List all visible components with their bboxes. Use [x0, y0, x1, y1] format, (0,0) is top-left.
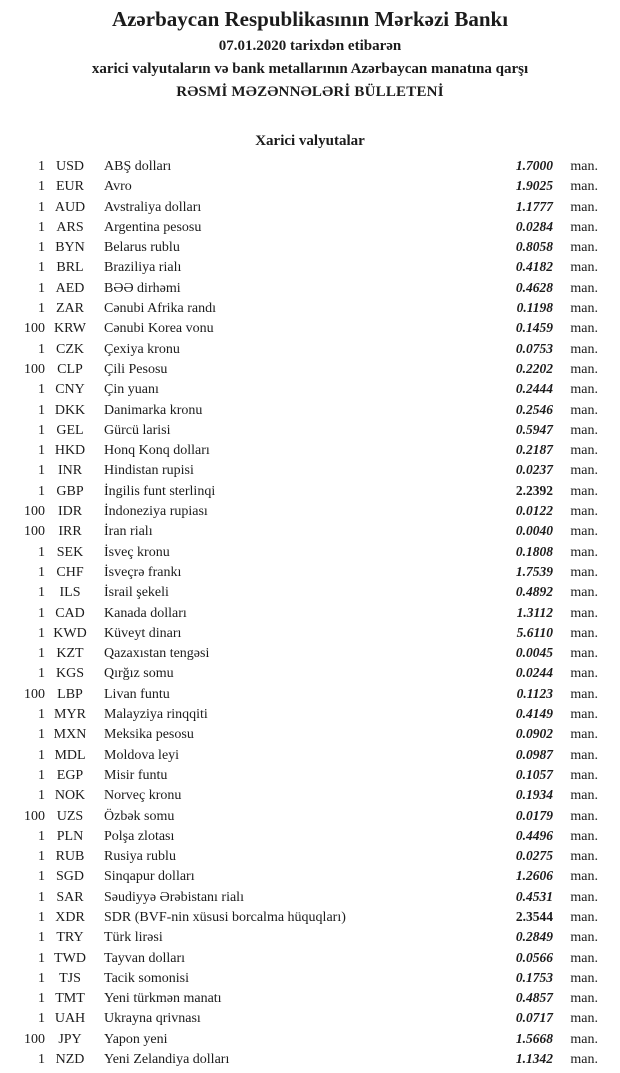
rate-quantity: 1	[38, 382, 45, 398]
currency-code: UZS	[56, 808, 84, 824]
currency-name: Çin yuanı	[104, 382, 159, 398]
unit-label: man.	[570, 747, 598, 763]
currency-code: CHF	[56, 564, 84, 580]
currency-code: KWD	[53, 625, 87, 641]
rate-quantity: 1	[38, 443, 45, 459]
currency-name: Cənubi Afrika randı	[104, 301, 216, 317]
currency-name: Sinqapur dolları	[104, 869, 195, 885]
currency-name: Livan funtu	[104, 686, 170, 702]
rate-row	[0, 684, 620, 704]
currency-code: PLN	[56, 828, 84, 844]
currency-code: EUR	[56, 179, 84, 195]
rate-row	[0, 562, 620, 582]
currency-code: AED	[55, 280, 85, 296]
currency-code: SGD	[55, 869, 84, 885]
currency-code: TRY	[56, 930, 84, 946]
unit-label: man.	[570, 767, 598, 783]
rate-quantity: 100	[24, 504, 45, 520]
rate-value: 0.0717	[515, 1010, 553, 1026]
unit-label: man.	[570, 869, 598, 885]
rate-row	[0, 663, 620, 683]
currency-name: Braziliya rialı	[104, 260, 182, 276]
rate-quantity: 1	[38, 260, 45, 276]
currency-name: Argentina pesosu	[104, 219, 202, 235]
currency-name: Qazaxıstan tengəsi	[104, 646, 210, 662]
currency-name: Yapon yeni	[104, 1031, 168, 1047]
unit-label: man.	[570, 646, 598, 662]
unit-label: man.	[570, 666, 598, 682]
rate-row	[0, 968, 620, 988]
rate-value: 0.0045	[515, 645, 553, 661]
rate-value: 2.3544	[515, 908, 553, 924]
rate-quantity: 1	[38, 889, 45, 905]
rate-quantity: 1	[38, 422, 45, 438]
rate-quantity: 1	[38, 747, 45, 763]
rate-value: 0.1753	[515, 969, 553, 985]
unit-label: man.	[570, 199, 598, 215]
rate-value: 0.1057	[515, 766, 553, 782]
rate-quantity: 1	[38, 1011, 45, 1027]
rate-value: 5.6110	[516, 624, 553, 640]
rate-row	[0, 501, 620, 521]
currency-code: LBP	[57, 686, 83, 702]
rate-value: 0.4182	[515, 259, 553, 275]
rate-row	[0, 826, 620, 846]
currency-code: NZD	[55, 1052, 85, 1068]
currency-name: İsrail şekeli	[104, 585, 169, 601]
currency-name: Malayziya rinqqiti	[104, 707, 208, 723]
currency-code: SAR	[56, 889, 84, 905]
currency-name: Özbək somu	[104, 808, 175, 824]
rate-quantity: 1	[38, 544, 45, 560]
currency-name: Danimarka kronu	[104, 402, 203, 418]
unit-label: man.	[570, 808, 598, 824]
rate-row	[0, 623, 620, 643]
currency-name: ABŞ dolları	[104, 159, 172, 174]
rate-quantity: 1	[38, 280, 45, 296]
unit-label: man.	[570, 585, 598, 601]
currency-name: Cənubi Korea vonu	[104, 321, 214, 337]
currency-code: MXN	[53, 727, 87, 743]
rate-row	[0, 542, 620, 562]
rate-row	[0, 806, 620, 826]
rate-quantity: 1	[38, 605, 45, 621]
currency-code: ILS	[59, 585, 81, 601]
rate-row	[0, 318, 620, 338]
rate-quantity: 1	[38, 219, 45, 235]
rate-row	[0, 1008, 620, 1028]
unit-label: man.	[570, 382, 598, 398]
rate-value: 0.2849	[515, 929, 553, 945]
effective-date-line: 07.01.2020 tarixdən etibarən	[218, 38, 402, 54]
currency-name: Tayvan dolları	[104, 950, 186, 966]
rate-quantity: 1	[38, 625, 45, 641]
rate-row	[0, 278, 620, 298]
currency-name: Hindistan rupisi	[104, 463, 194, 479]
rate-row	[0, 704, 620, 724]
unit-label: man.	[570, 179, 598, 195]
rate-quantity: 1	[38, 646, 45, 662]
rate-quantity: 1	[38, 179, 45, 195]
rate-value: 0.0753	[515, 340, 553, 356]
rate-value: 0.1934	[515, 787, 553, 803]
unit-label: man.	[570, 727, 598, 743]
rate-quantity: 1	[38, 707, 45, 723]
unit-label: man.	[570, 280, 598, 296]
rate-quantity: 1	[38, 341, 45, 357]
rate-row	[0, 988, 620, 1008]
rate-value: 0.0566	[515, 949, 553, 965]
currency-code: KZT	[56, 646, 84, 662]
currency-name: Tacik somonisi	[104, 970, 189, 986]
rate-value: 0.4531	[515, 888, 553, 904]
currency-code: TWD	[54, 950, 86, 966]
currency-code: SEK	[56, 544, 84, 560]
bulletin-title: RƏSMİ MƏZƏNNƏLƏRİ BÜLLETENİ	[176, 84, 444, 100]
rate-value: 0.0122	[515, 503, 553, 519]
rate-quantity: 100	[24, 524, 45, 540]
rate-row	[0, 745, 620, 765]
rate-row	[0, 460, 620, 480]
bank-title: Azərbaycan Respublikasının Mərkəzi Bankı	[111, 7, 509, 31]
currency-name: Moldova leyi	[104, 747, 180, 763]
rate-value: 1.1342	[515, 1051, 553, 1067]
unit-label: man.	[570, 422, 598, 438]
rate-row	[0, 176, 620, 196]
currency-code: CNY	[55, 382, 85, 398]
rate-quantity: 100	[24, 808, 45, 824]
rate-quantity: 1	[38, 727, 45, 743]
rate-quantity: 1	[38, 950, 45, 966]
rate-quantity: 1	[38, 930, 45, 946]
rates-table	[0, 156, 620, 1069]
currency-name: Misir funtu	[104, 767, 168, 783]
currency-name: Küveyt dinarı	[104, 625, 182, 641]
rate-value: 0.2187	[515, 442, 553, 458]
rate-row	[0, 237, 620, 257]
rate-row	[0, 724, 620, 744]
currency-name: Avstraliya dolları	[104, 199, 202, 215]
unit-label: man.	[570, 483, 598, 499]
currency-name: Avro	[104, 179, 132, 195]
rate-row	[0, 156, 620, 176]
rate-quantity: 1	[38, 564, 45, 580]
rate-quantity: 1	[38, 483, 45, 499]
currency-name: Ukrayna qrivnası	[104, 1011, 201, 1027]
currency-name: Meksika pesosu	[104, 727, 194, 743]
rate-row	[0, 927, 620, 947]
unit-label: man.	[570, 686, 598, 702]
rate-value: 0.4496	[515, 827, 553, 843]
rate-row	[0, 907, 620, 927]
currency-name: İsveçrə frankı	[104, 564, 182, 580]
unit-label: man.	[570, 828, 598, 844]
currency-name: BƏƏ dirhəmi	[104, 280, 181, 296]
unit-label: man.	[570, 930, 598, 946]
rate-quantity: 1	[38, 463, 45, 479]
unit-label: man.	[570, 524, 598, 540]
currency-code: IRR	[58, 524, 82, 540]
rate-quantity: 1	[38, 199, 45, 215]
rate-value: 0.5947	[515, 421, 553, 437]
currency-code: CAD	[55, 605, 85, 621]
rate-row	[0, 339, 620, 359]
rate-quantity: 100	[24, 686, 45, 702]
rate-quantity: 1	[38, 828, 45, 844]
unit-label: man.	[570, 1011, 598, 1027]
rate-quantity: 1	[38, 1052, 45, 1068]
rate-value: 0.2202	[515, 360, 553, 376]
document-subtitle: xarici valyutaların və bank metallarının Azərbaycan manatına qarşı	[91, 61, 529, 77]
currency-code: GBP	[56, 483, 84, 499]
unit-label: man.	[570, 361, 598, 377]
rate-row	[0, 197, 620, 217]
rate-value: 0.4628	[515, 279, 553, 295]
rate-value: 0.4892	[515, 584, 553, 600]
rate-row	[0, 643, 620, 663]
currency-code: NOK	[54, 788, 86, 804]
rate-value: 0.1123	[516, 685, 553, 701]
rate-value: 2.2392	[515, 482, 553, 498]
currency-code: KRW	[54, 321, 86, 337]
currency-code: DKK	[54, 402, 86, 418]
rate-row	[0, 582, 620, 602]
currency-code: TJS	[59, 970, 81, 986]
rate-value: 0.8058	[515, 239, 553, 255]
unit-label: man.	[570, 159, 598, 174]
rate-row	[0, 887, 620, 907]
rate-value: 1.7539	[515, 563, 553, 579]
rate-quantity: 1	[38, 767, 45, 783]
currency-name: Rusiya rublu	[104, 849, 176, 865]
currency-name: İran rialı	[104, 524, 153, 540]
currency-name: Polşa zlotası	[104, 828, 175, 844]
unit-label: man.	[570, 402, 598, 418]
rate-value: 0.0987	[515, 746, 553, 762]
unit-label: man.	[570, 605, 598, 621]
currency-code: ZAR	[56, 301, 84, 317]
rate-value: 0.2444	[515, 381, 553, 397]
rate-quantity: 1	[38, 301, 45, 317]
currency-name: Yeni türkmən manatı	[104, 991, 222, 1007]
rate-value: 0.4149	[515, 706, 553, 722]
unit-label: man.	[570, 260, 598, 276]
rate-value: 0.0902	[515, 726, 553, 742]
unit-label: man.	[570, 991, 598, 1007]
unit-label: man.	[570, 889, 598, 905]
rate-value: 0.0244	[515, 665, 553, 681]
currency-name: Honq Konq dolları	[104, 443, 210, 459]
unit-label: man.	[570, 443, 598, 459]
rate-row	[0, 481, 620, 501]
currency-name: Çexiya kronu	[104, 341, 180, 357]
rate-quantity: 1	[38, 240, 45, 256]
rate-row	[0, 1029, 620, 1049]
rate-quantity: 1	[38, 869, 45, 885]
rate-row	[0, 866, 620, 886]
rate-quantity: 1	[38, 159, 45, 174]
currency-code: UAH	[54, 1011, 86, 1027]
currency-code: GEL	[56, 422, 84, 438]
currency-name: Kanada dolları	[104, 605, 187, 621]
currency-code: CLP	[57, 361, 83, 377]
unit-label: man.	[570, 707, 598, 723]
unit-label: man.	[570, 463, 598, 479]
currency-name: İndoneziya rupiası	[104, 504, 208, 520]
rate-value: 0.2546	[515, 401, 553, 417]
currency-code: RUB	[55, 849, 85, 865]
rate-row	[0, 603, 620, 623]
currency-code: MDL	[54, 747, 86, 763]
rate-quantity: 1	[38, 402, 45, 418]
rate-row	[0, 298, 620, 318]
currency-code: USD	[55, 159, 84, 174]
rate-quantity: 1	[38, 970, 45, 986]
rate-row	[0, 440, 620, 460]
rate-value: 0.4857	[515, 990, 553, 1006]
unit-label: man.	[570, 788, 598, 804]
currency-name: İsveç kronu	[104, 544, 170, 560]
rate-row	[0, 400, 620, 420]
rate-row	[0, 359, 620, 379]
rate-quantity: 1	[38, 585, 45, 601]
currency-code: CZK	[56, 341, 84, 357]
currency-code: BRL	[56, 260, 84, 276]
rate-value: 1.9025	[515, 178, 553, 194]
rate-row	[0, 217, 620, 237]
rate-row	[0, 785, 620, 805]
rate-row	[0, 1049, 620, 1069]
unit-label: man.	[570, 970, 598, 986]
rate-value: 1.1777	[515, 198, 553, 214]
rate-row	[0, 420, 620, 440]
rate-value: 0.0237	[515, 462, 553, 478]
unit-label: man.	[570, 625, 598, 641]
rate-row	[0, 257, 620, 277]
currency-code: EGP	[56, 767, 84, 783]
currency-code: HKD	[54, 443, 86, 459]
rate-value: 0.1198	[516, 300, 553, 316]
document-header	[0, 0, 620, 102]
unit-label: man.	[570, 240, 598, 256]
currency-code: IDR	[57, 504, 83, 520]
rate-row	[0, 948, 620, 968]
rate-quantity: 1	[38, 849, 45, 865]
section-title-foreign-currencies: Xarici valyutalar	[255, 133, 365, 149]
currency-name: Belarus rublu	[104, 240, 180, 256]
unit-label: man.	[570, 909, 598, 925]
currency-code: BYN	[55, 240, 85, 256]
rate-value: 0.0284	[515, 218, 553, 234]
currency-name: Norveç kronu	[104, 788, 182, 804]
rate-value: 1.7000	[515, 158, 553, 173]
currency-code: JPY	[58, 1031, 82, 1047]
unit-label: man.	[570, 301, 598, 317]
currency-code: XDR	[55, 909, 85, 925]
rate-value: 0.0040	[515, 523, 553, 539]
rate-quantity: 100	[24, 321, 45, 337]
rate-value: 1.3112	[516, 604, 553, 620]
rate-quantity: 1	[38, 991, 45, 1007]
unit-label: man.	[570, 504, 598, 520]
rate-quantity: 100	[24, 361, 45, 377]
rate-value: 1.5668	[515, 1030, 553, 1046]
unit-label: man.	[570, 564, 598, 580]
currency-code: AUD	[54, 199, 86, 215]
currency-code: TMT	[55, 991, 85, 1007]
rate-quantity: 1	[38, 909, 45, 925]
rate-value: 0.1808	[515, 543, 553, 559]
rate-row	[0, 521, 620, 541]
unit-label: man.	[570, 1031, 598, 1047]
currency-name: Türk lirəsi	[104, 930, 163, 946]
currency-code: MYR	[54, 707, 86, 723]
unit-label: man.	[570, 321, 598, 337]
rate-quantity: 1	[38, 788, 45, 804]
rate-value: 0.0275	[515, 848, 553, 864]
rate-value: 0.0179	[515, 807, 553, 823]
currency-name: Gürcü larisi	[104, 422, 171, 438]
currency-code: KGS	[55, 666, 84, 682]
unit-label: man.	[570, 544, 598, 560]
unit-label: man.	[570, 950, 598, 966]
rate-row	[0, 846, 620, 866]
rate-row	[0, 379, 620, 399]
currency-name: Qırğız somu	[104, 666, 174, 682]
currency-name: Səudiyyə Ərəbistanı rialı	[104, 889, 244, 905]
currency-code: INR	[57, 463, 83, 479]
currency-code: ARS	[56, 219, 84, 235]
currency-name: Yeni Zelandiya dolları	[104, 1052, 230, 1068]
currency-name: İngilis funt sterlinqi	[104, 483, 216, 499]
currency-name: Çili Pesosu	[104, 361, 168, 377]
unit-label: man.	[570, 1052, 598, 1068]
rate-value: 0.1459	[515, 320, 553, 336]
rate-value: 1.2606	[515, 868, 553, 884]
rate-row	[0, 765, 620, 785]
rate-quantity: 1	[38, 666, 45, 682]
unit-label: man.	[570, 219, 598, 235]
unit-label: man.	[570, 849, 598, 865]
unit-label: man.	[570, 341, 598, 357]
currency-name: SDR (BVF-nin xüsusi borcalma hüquqları)	[104, 909, 346, 925]
rate-quantity: 100	[24, 1031, 45, 1047]
